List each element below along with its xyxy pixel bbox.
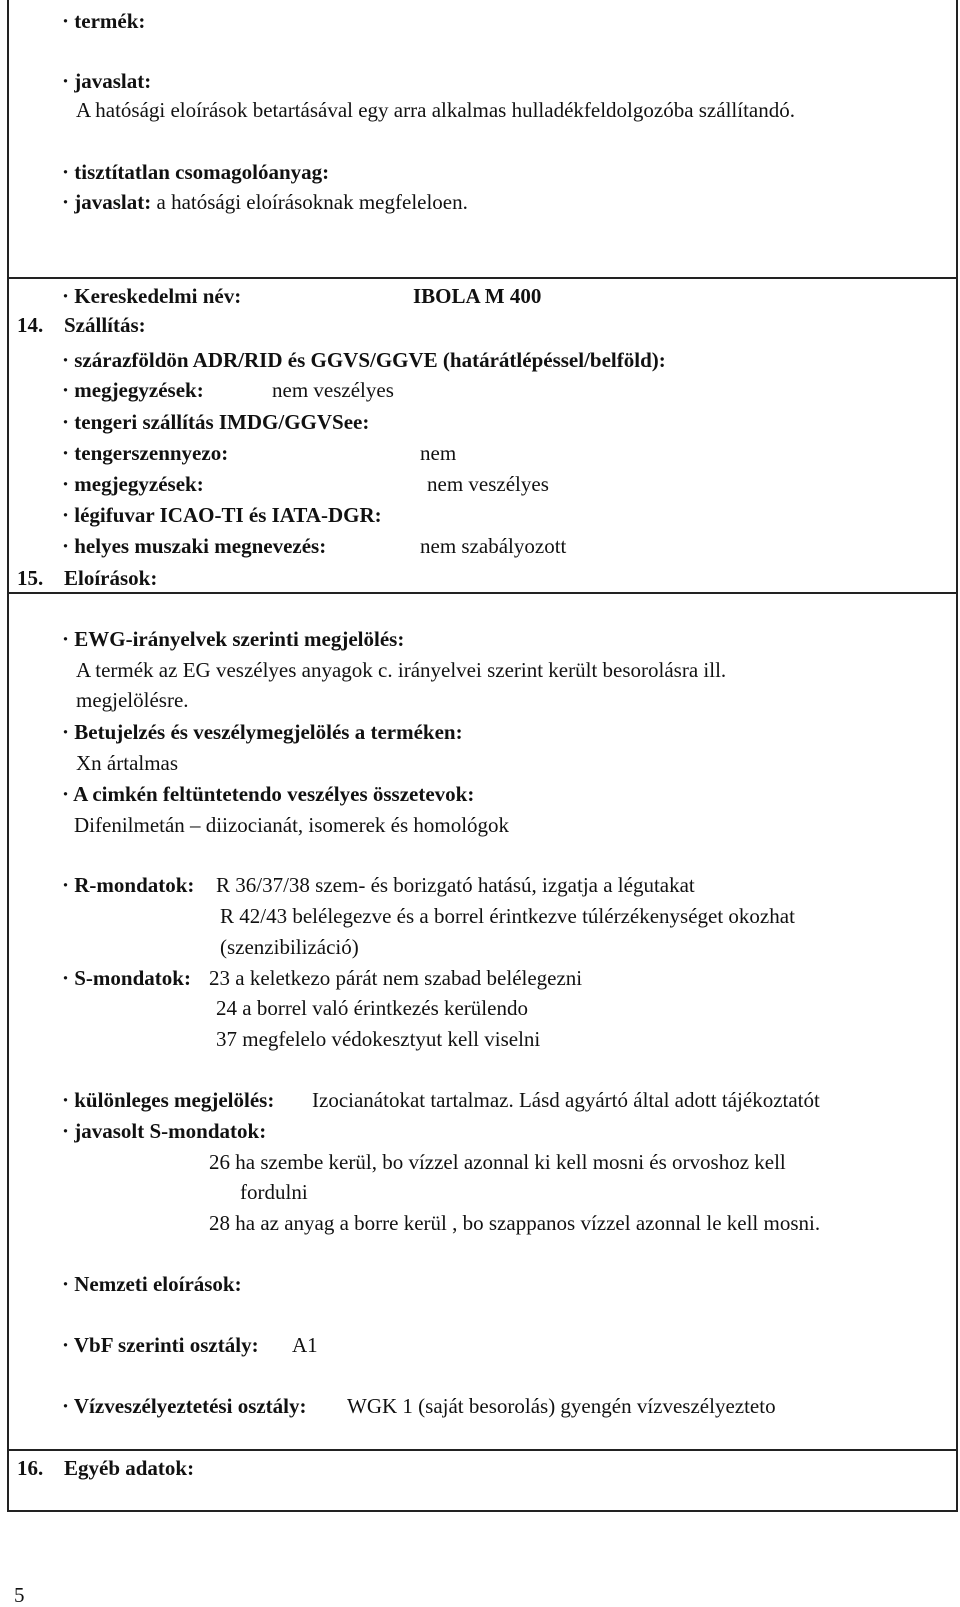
- divider-section-14: [7, 277, 958, 279]
- land-transport: · szárazföldön ADR/RID és GGVS/GGVE (határátlépéssel/belföld):: [62, 348, 666, 372]
- javaslat-text: A hatósági eloírások betartásával egy arra alkalmas hulladékfeldolgozóba szállítandó.: [76, 98, 795, 122]
- s-mondat-3: 37 megfelelo védokesztyut kell viselni: [216, 1027, 541, 1051]
- javasolt-s-label: · javasolt S-mondatok:: [62, 1119, 267, 1143]
- sea-transport: · tengeri szállítás IMDG/GGVSee:: [62, 410, 370, 434]
- javaslat-heading: · javaslat:: [62, 69, 152, 93]
- javasolt-s-3: 28 ha az anyag a borre kerül , bo szappanos vízzel azonnal le kell mosni.: [209, 1211, 821, 1235]
- megj1-label: · megjegyzések:: [62, 378, 204, 402]
- helyes-value: nem szabályozott: [420, 534, 567, 558]
- kulonleges-label: · különleges megjelölés:: [62, 1088, 275, 1112]
- megj2-label: · megjegyzések:: [62, 472, 204, 496]
- javaslat2-text: a hatósági eloírásoknak megfeleloen.: [156, 190, 468, 214]
- air-transport: · légifuvar ICAO-TI és IATA-DGR:: [62, 503, 382, 527]
- betujelzes-heading: · Betujelzés és veszélymegjelölés a terméken:: [62, 720, 463, 744]
- vbf-value: A1: [292, 1333, 318, 1357]
- wgk-value: WGK 1 (saját besorolás) gyengén vízveszélyezteto: [347, 1394, 776, 1418]
- r-mondat-2: R 42/43 belélegezve és a borrel érintkezve túlérzékenységet okozhat: [220, 904, 795, 928]
- trade-name-value: IBOLA M 400: [413, 284, 542, 308]
- ewg-text-1: A termék az EG veszélyes anyagok c. irányelvei szerint került besorolásra ill.: [76, 658, 727, 682]
- cimke-heading: · A cimkén feltüntetendo veszélyes összetevok:: [62, 782, 475, 806]
- tengersz-value: nem: [420, 441, 457, 465]
- s-mondat-2: 24 a borrel való érintkezés kerülendo: [216, 996, 528, 1020]
- javasolt-s-1: 26 ha szembe kerül, bo vízzel azonnal ki kell mosni és orvoshoz kell: [209, 1150, 786, 1174]
- r-mondat-1: R 36/37/38 szem- és borizgató hatású, izgatja a légutakat: [216, 873, 695, 897]
- tisztitatlan-heading: · tisztítatlan csomagolóanyag:: [62, 160, 330, 184]
- megj2-value: nem veszélyes: [427, 472, 549, 496]
- section-14-title: Szállítás:: [64, 313, 146, 337]
- r-mondat-3: (szenzibilizáció): [220, 935, 359, 959]
- divider-section-15: [7, 592, 958, 594]
- vbf-label: · VbF szerinti osztály:: [62, 1333, 259, 1357]
- javasolt-s-2: fordulni: [240, 1180, 308, 1204]
- r-mondatok-label: · R-mondatok:: [62, 873, 195, 897]
- javaslat2-row: [62, 190, 468, 214]
- section-15-number: 15.: [17, 566, 44, 590]
- kulonleges-text: Izocianátokat tartalmaz. Lásd agyártó által adott tájékoztatót: [312, 1088, 820, 1112]
- trade-name-label: · Kereskedelmi név:: [62, 284, 242, 308]
- megj1-value: nem veszélyes: [272, 378, 394, 402]
- section-16-number: 16.: [17, 1456, 44, 1480]
- section-15-title: Eloírások:: [64, 566, 158, 590]
- section-14-number: 14.: [17, 313, 44, 337]
- nemzeti-heading: · Nemzeti eloírások:: [62, 1272, 242, 1296]
- betujelzes-text: Xn ártalmas: [76, 751, 179, 775]
- helyes-label: · helyes muszaki megnevezés:: [62, 534, 327, 558]
- cimke-text: Difenilmetán – diizocianát, isomerek és homológok: [74, 813, 510, 837]
- ewg-heading: · EWG-irányelvek szerinti megjelölés:: [62, 627, 405, 651]
- termek-heading: · termék:: [62, 9, 146, 33]
- javaslat2-label: · javaslat:: [62, 190, 152, 214]
- tengersz-label: · tengerszennyezo:: [62, 441, 229, 465]
- s-mondat-1: 23 a keletkezo párát nem szabad belélegezni: [209, 966, 583, 990]
- wgk-label: · Vízveszélyeztetési osztály:: [62, 1394, 307, 1418]
- page-number: 5: [14, 1583, 25, 1607]
- section-16-title: Egyéb adatok:: [64, 1456, 195, 1480]
- divider-section-16: [7, 1449, 958, 1451]
- s-mondatok-label: · S-mondatok:: [62, 966, 191, 990]
- ewg-text-2: megjelölésre.: [76, 688, 189, 712]
